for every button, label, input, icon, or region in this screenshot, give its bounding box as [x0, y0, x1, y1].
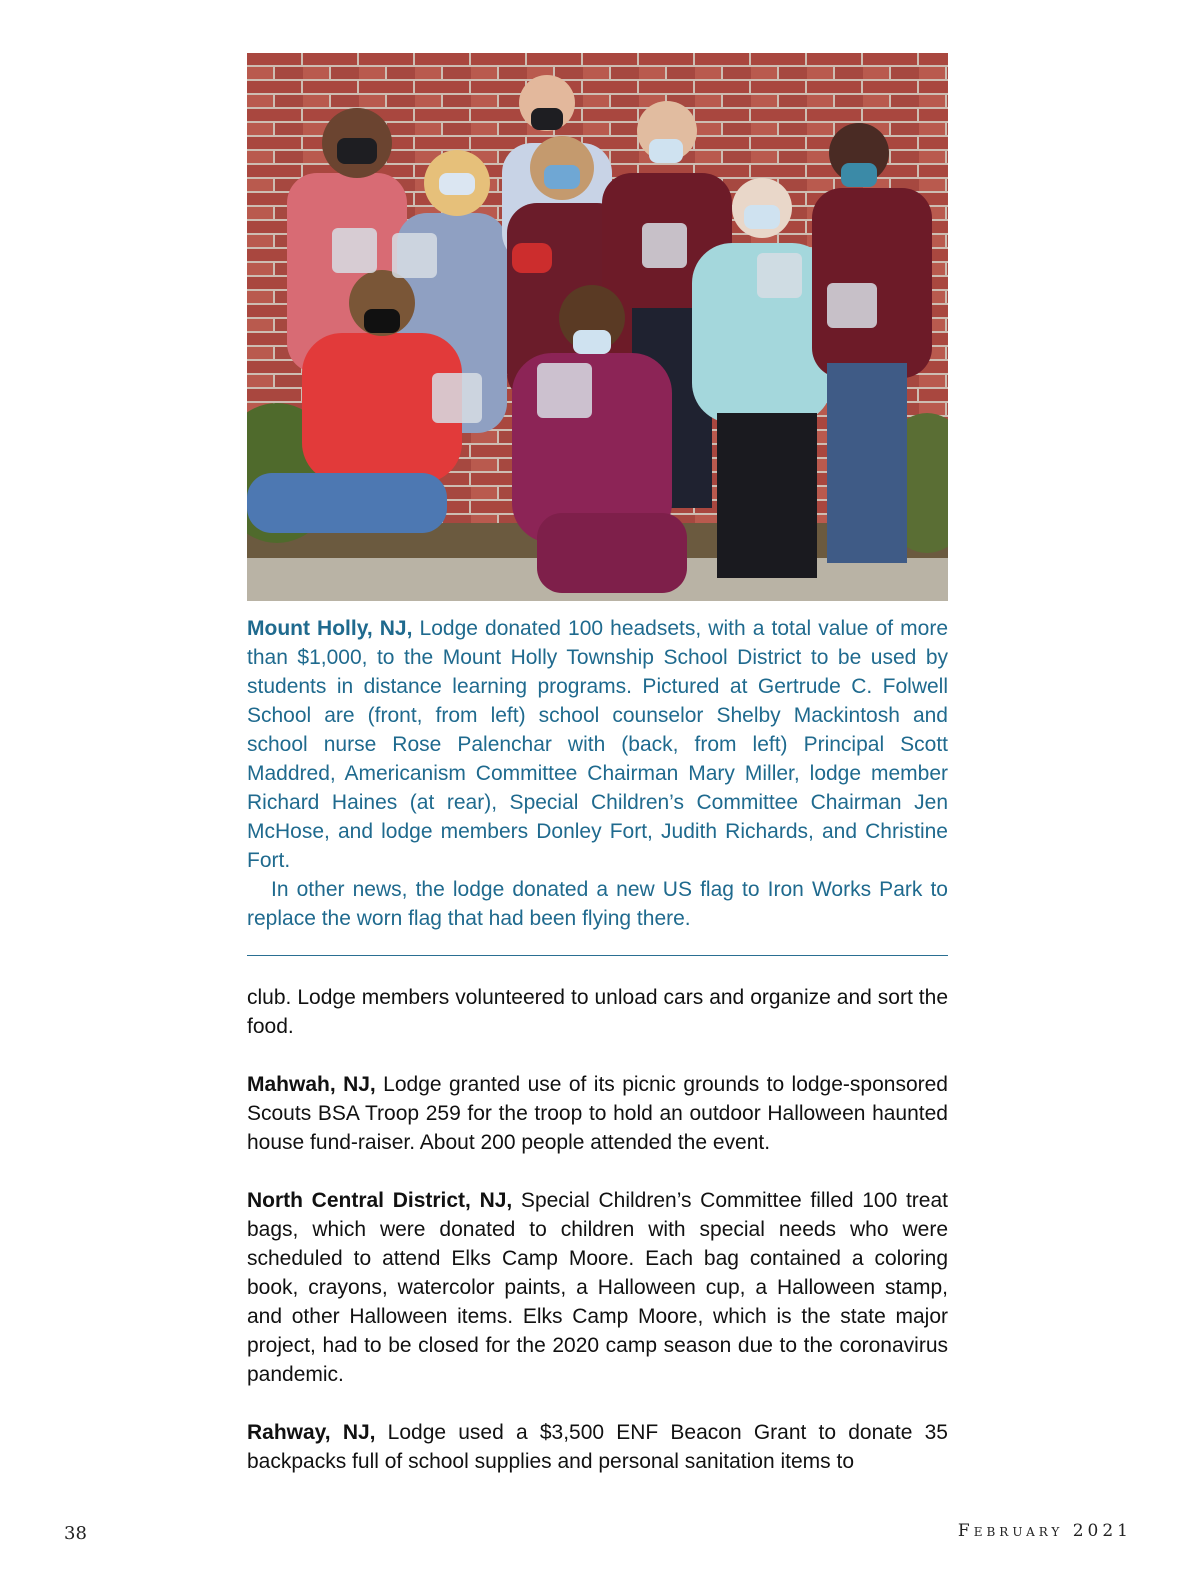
issue-date: February 2021 [957, 1521, 1132, 1541]
article-text: Lodge used a $3,500 ENF Beacon Grant to donate 35 backpacks full of school supplies and personal sanitation items to [247, 1421, 948, 1473]
caption-text: Lodge donated 100 headsets, with a total value of more than $1,000, to the Mount Holly Township School District to be used by students in distance learning programs. Pictured at Gertrude C. Folwell School are (front, from left) school counselor Shelby Mackintosh and school nurse Rose Palenchar with (back, from left) Principal Scott Maddred, Americanism Committee Chairman Mary Miller, lodge member Richard Haines (at rear), Special Children’s Committee Chairman Jen McHose, and lodge members Donley Fort, Judith Richards, and Christine Fort. [247, 617, 949, 872]
article-column [247, 983, 948, 1476]
article-paragraph [247, 1418, 948, 1476]
page-number: 38 [64, 1523, 87, 1544]
article-text: Lodge granted use of its picnic grounds to lodge-sponsored Scouts BSA Troop 259 for the troop to hold an outdoor Halloween haunted house fund-raiser. About 200 people attended the event. [247, 1073, 948, 1154]
caption-paragraph [247, 614, 948, 875]
article-lead: Mahwah, NJ, [247, 1073, 376, 1096]
article-paragraph [247, 1186, 948, 1389]
article-lead: North Central District, NJ, [247, 1189, 513, 1212]
section-divider [247, 955, 948, 956]
article-text: club. Lodge members volunteered to unload cars and organize and sort the food. [247, 986, 948, 1038]
article-lead: Rahway, NJ, [247, 1421, 376, 1444]
caption-lead: Mount Holly, NJ, [247, 617, 413, 640]
article-text: Special Children’s Committee filled 100 treat bags, which were donated to children with special needs who were scheduled to attend Elks Camp Moore. Each bag contained a coloring book, crayons, watercolor paints, a Halloween cup, a Halloween stamp, and other Halloween items. Elks Camp Moore, which is the state major project, had to be closed for the 2020 camp season due to the coronavirus pandemic. [247, 1189, 948, 1386]
article-paragraph [247, 983, 948, 1041]
caption-paragraph-2: In other news, the lodge donated a new US flag to Iron Works Park to replace the worn flag that had been flying there. [247, 878, 948, 930]
photo-caption [247, 614, 948, 933]
group-photo [247, 53, 948, 601]
article-paragraph [247, 1070, 948, 1157]
